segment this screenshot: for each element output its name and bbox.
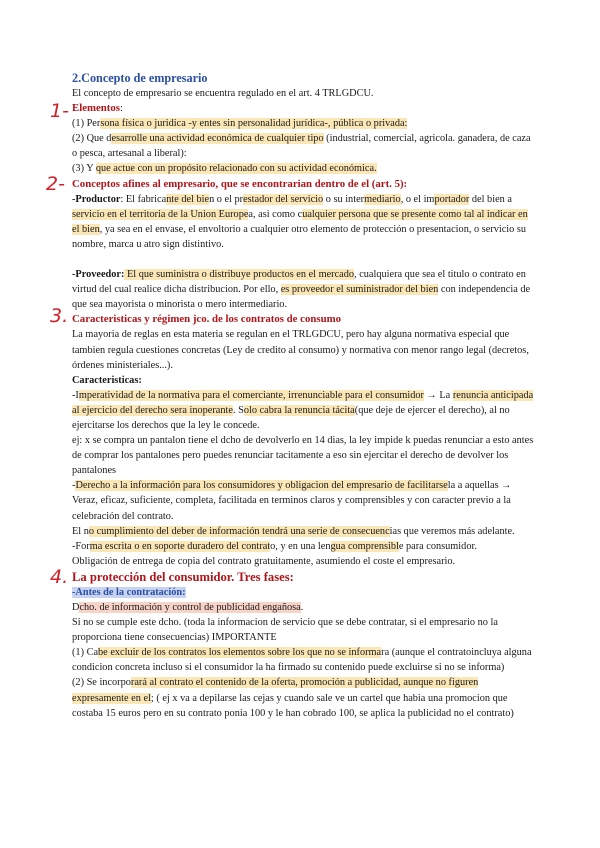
afines-heading: Conceptos afines al empresario, que se encontrarian dentro de el (art. 5): (72, 177, 408, 190)
caracteristicas-intro: La mayoria de reglas en esta materia se regulan en el TRLGDCU, pero hay alguna normativa especial que tambien regula cuestiones concretas (Ley de credito al consumo) y normativa con menor rango legal (decretos, órdenes ministeriales...). (72, 329, 529, 371)
annotation-1: 1- (50, 100, 69, 122)
proteccion-point-2: (2) Se incorporará al contrato el contenido de la oferta, promoción a publicidad, aunque no figuren expresamente en el; ( ej x va a depilarse las cejas y cuando sale ve un cartel que habia una promocion que costaba 15 euros pero en su contrato ponia 100 y le han cobrado 100, se aplica la publicidad no el contrato) (72, 677, 514, 719)
elementos-item-3: (3) Y que actue con un propósito relacionado con su actividad económica. (72, 163, 377, 175)
caracteristicas-subtitle: Caracteristicas: (72, 374, 142, 386)
proteccion-heading: La protección del consumidor. Tres fases: (72, 569, 294, 584)
section-heading: 2.Concepto de empresario (72, 71, 208, 85)
proveedor-paragraph: -Proveedor: El que suministra o distribuye productos en el mercado, cualquiera que sea el titulo o contrato en virtud del cual realice dicha distribucion. Por ello, es proveedor el suministrador del bien con independencia de que sea mayorista o minorista o mero intermediario. (72, 269, 531, 311)
example-note: ej: x se compra un pantalon tiene el dcho de devolverlo en 14 dias, la ley impide k puedas renunciar a esto antes de comprar los pantalones pero puedes renunciar tacitamente a eso sin ejercitar el derecho de devolver los pantalones (72, 435, 534, 477)
antes-heading: -Antes de la contratación: (72, 586, 186, 598)
caracteristica-1: -Imperatividad de la normativa para el comerciante, irrenunciable para el consumidor → La renuncia anticipada al ejercicio del derecho sera inoperante. Solo cabra la renuncia tácita(que deje de ejercer el derecho), al no ejercitarse los derechos que la ley le concede. (72, 389, 534, 431)
proteccion-line-1: Dcho. de información y control de publicidad engañosa. (72, 602, 304, 613)
elementos-title: Elementos (72, 102, 120, 115)
caracteristica-2: -Derecho a la información para los consumidores y obligacion del empresario de facilitarsela a aquellas → Veraz, eficaz, suficiente, completa, facilitada en terminos claros y comprensibles y con caracter previo a la celebración del contrato. (72, 480, 512, 522)
annotation-2: 2- (46, 173, 65, 195)
caracteristica-3: -Forma escrita o en soporte duradero del contrato, y en una lengua comprensible para consumidor. (72, 540, 477, 552)
proteccion-line-2: Si no se cumple este dcho. (toda la informacion de servicio que se debe contratar, si el empresario no la proporciona tiene consecuencias) IMPORTANTE (72, 617, 498, 644)
annotation-4: 4. (50, 566, 69, 588)
caracteristica-2-consequence: El no cumplimiento del deber de información tendrá una serie de consecuencias que veremos más adelante. (72, 525, 515, 537)
elementos-heading: Elementos: (72, 102, 123, 115)
elementos-item-1: (1) Persona física o juridica -y entes sin personalidad jurídica-, pública o privada: (72, 118, 408, 130)
section-intro: El concepto de empresario se encuentra regulado en el art. 4 TRLGDCU. (72, 88, 374, 99)
elementos-item-2: (2) Que desarrolle una actividad económica de cualquier tipo (industrial, comercial, agricola. ganadera, de caza o pesca, artesanal a liberal): (72, 133, 531, 160)
productor-paragraph: -Productor: El fabricante del bien o el prestador del servicio o su intermediario, o el importador del bien a servicio en el territoria de la Union Europea, asi como cualquier persona que se presente como tal al indicar en el bien, ya sea en el envase, el envoltorio a cualquier otro elemento de protección o presentacion, o servicio su nombre, marca u atro sign distintivo. (72, 193, 528, 250)
proteccion-point-1: (1) Cabe excluir de los contratos los elementos sobre los que no se informara (aunque el contratoincluya alguna condicion concreta incluso si el consumidor la ha firmado su contenido puede excluirse si no se informa) (72, 647, 532, 674)
caracteristicas-heading: Caracteristicas y régimen jco. de los contratos de consumo (72, 313, 341, 326)
document-page (72, 70, 534, 721)
caracteristica-3-copy: Obligación de entrega de copia del contrato gratuitamente, asumiendo el coste el empresario. (72, 555, 456, 567)
annotation-3: 3. (50, 305, 69, 327)
